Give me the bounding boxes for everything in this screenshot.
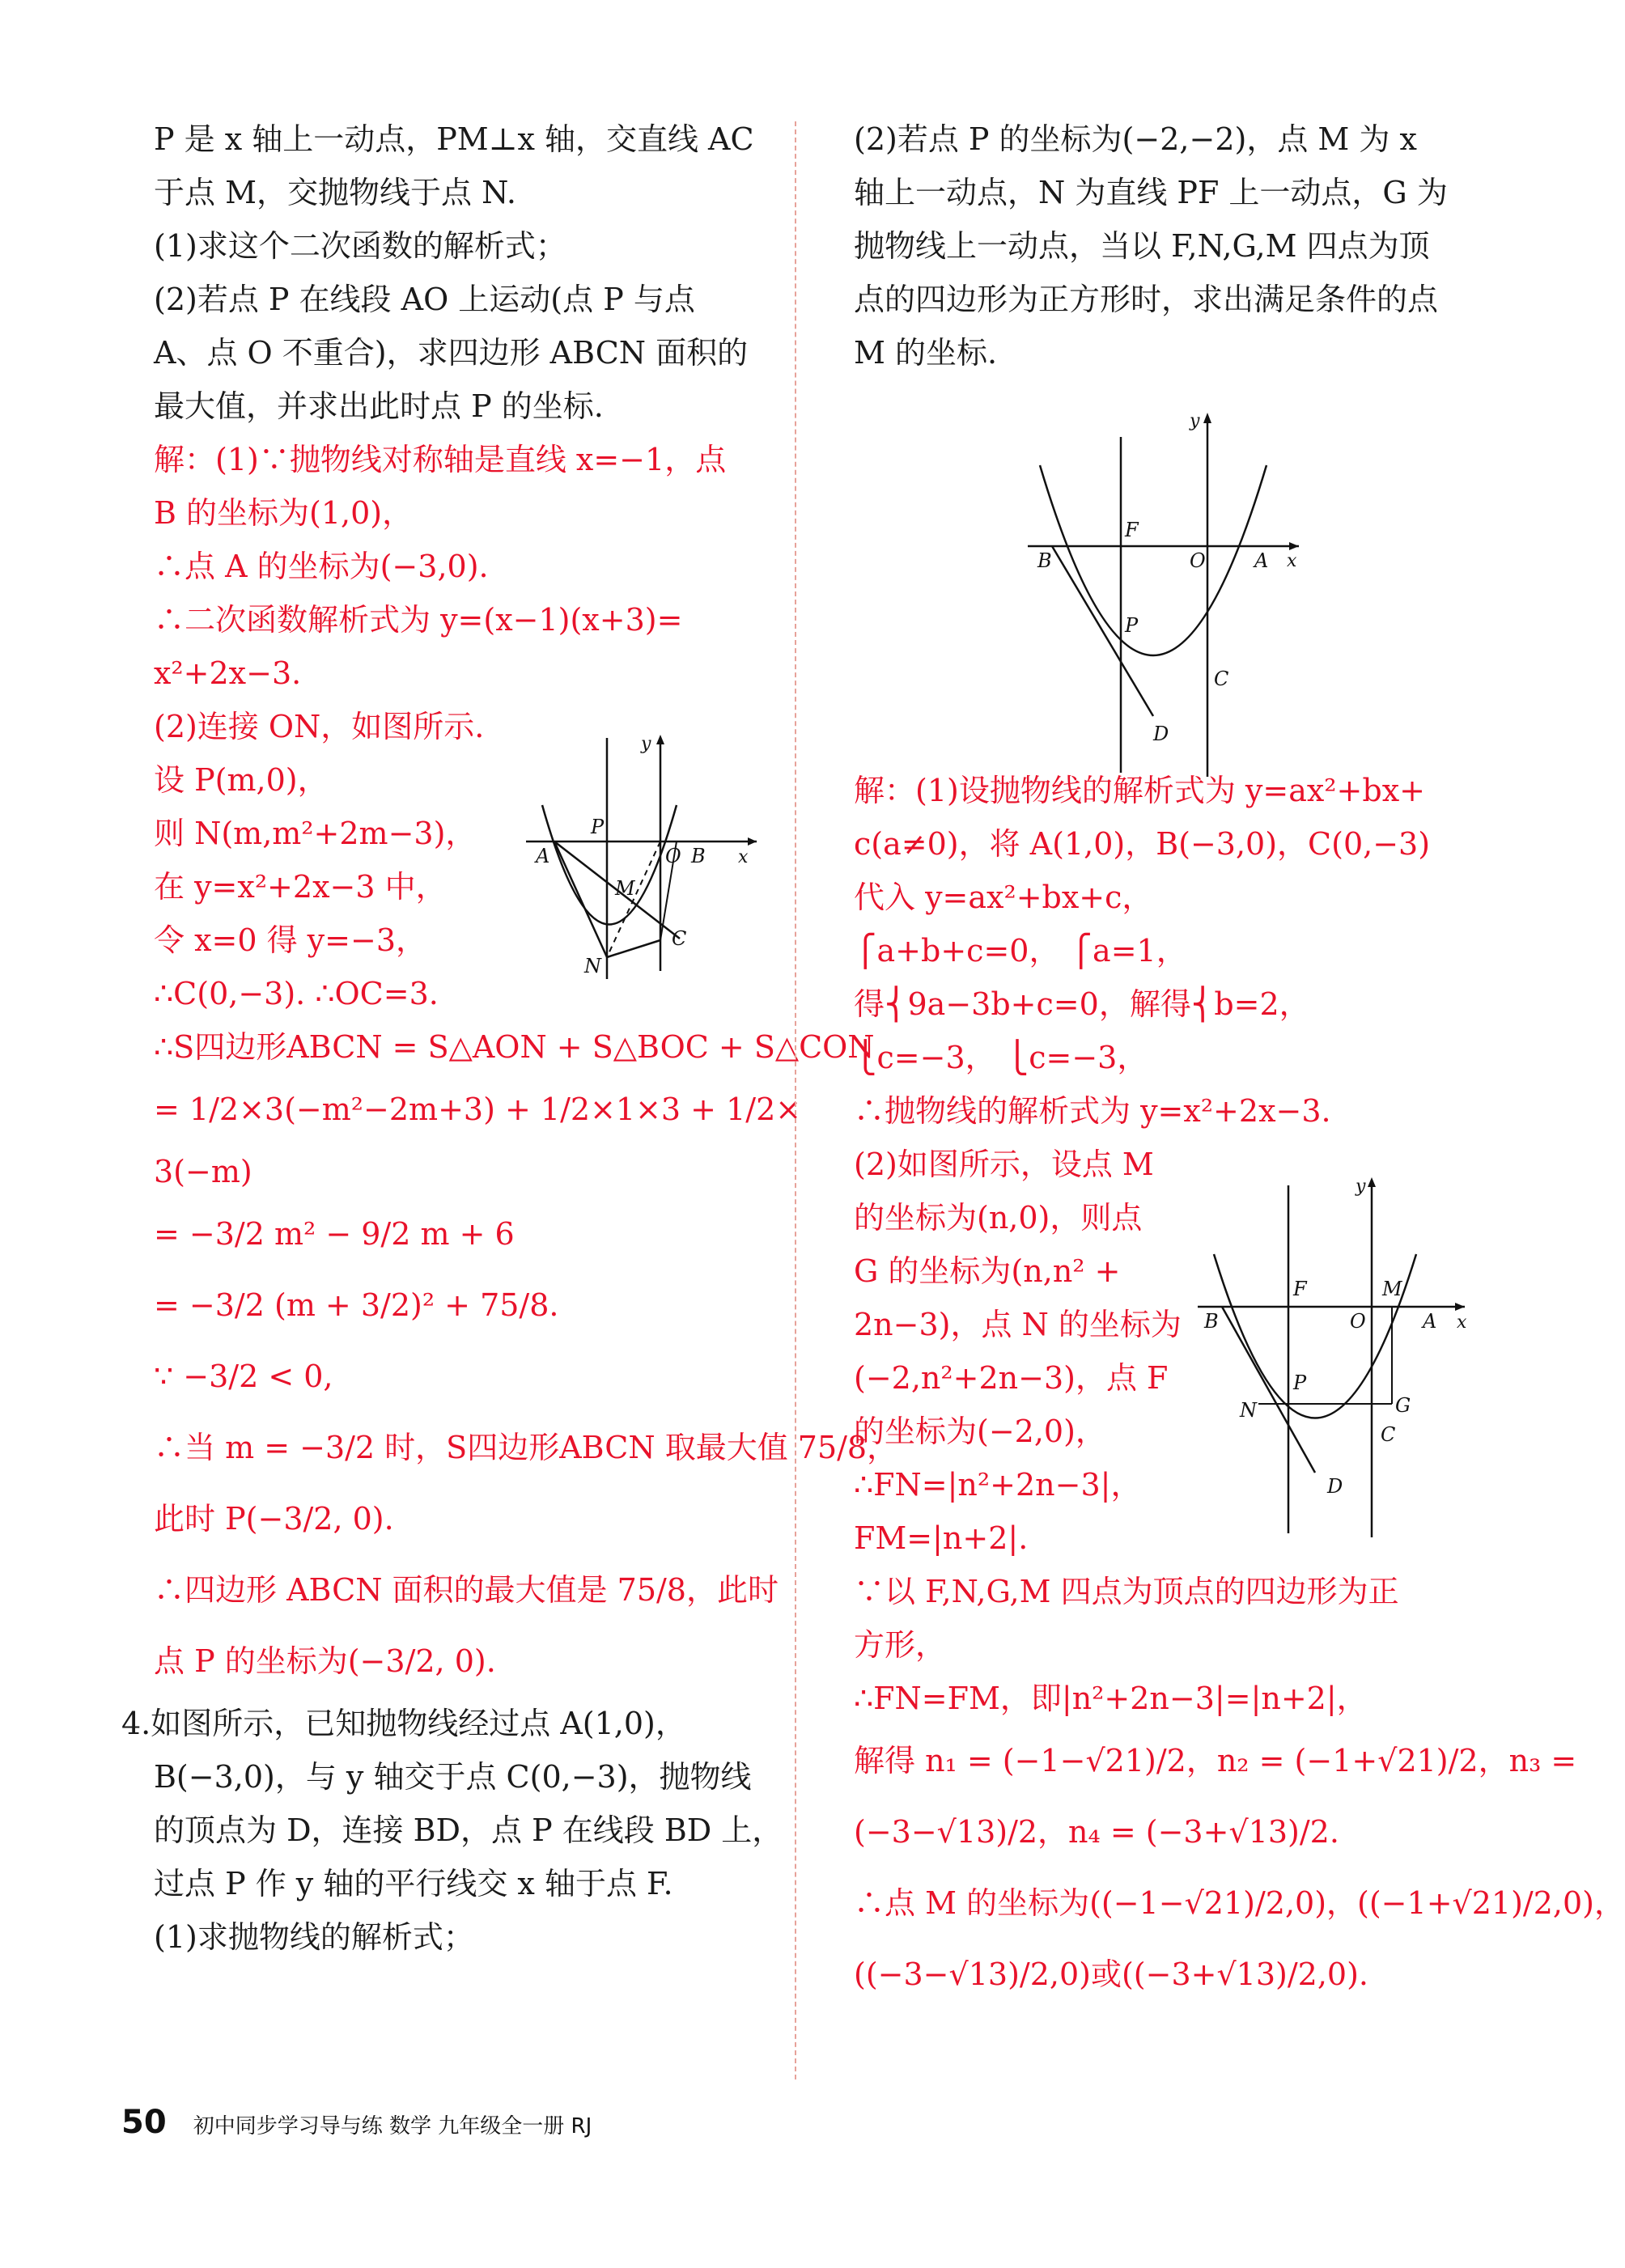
- solution4-line: (2)如图所示，设点 M: [854, 1147, 1154, 1182]
- label-F: F: [1125, 519, 1139, 541]
- column-divider: [795, 121, 796, 2079]
- problem4-line: 的顶点为 D，连接 BD，点 P 在线段 BD 上，: [154, 1812, 783, 1848]
- segment-NC: [607, 940, 660, 957]
- parabola-figure-1: [518, 728, 761, 987]
- solution3-line: 令 x=0 得 y=−3，: [154, 922, 427, 958]
- label-M: M: [1382, 1278, 1402, 1300]
- problem3-line: 最大值，并求出此时点 P 的坐标.: [154, 388, 604, 424]
- solution3-line: x²+2x−3.: [154, 655, 302, 691]
- label-O: O: [1350, 1310, 1366, 1333]
- solution3-line: 设 P(m,0)，: [154, 762, 329, 798]
- solution3-line: = −3/2 m² − 9/2 m + 6: [154, 1216, 515, 1252]
- label-P: P: [1293, 1371, 1307, 1394]
- label-F: F: [1293, 1278, 1307, 1300]
- solution4-line: 方形，: [854, 1627, 947, 1663]
- label-B: B: [1204, 1310, 1219, 1333]
- label-y: y: [641, 734, 651, 754]
- solution3-line: 3(−m): [154, 1154, 252, 1189]
- problem4-line: 点的四边形为正方形时，求出满足条件的点: [854, 282, 1439, 317]
- parabola: [1040, 465, 1269, 655]
- label-B: B: [1037, 549, 1052, 572]
- label-x: x: [1287, 551, 1297, 571]
- label-y: y: [1190, 411, 1200, 431]
- problem4-line: 过点 P 作 y 轴的平行线交 x 轴于点 F.: [154, 1866, 673, 1901]
- label-O: O: [1190, 549, 1206, 572]
- y-axis-arrow: [1203, 413, 1211, 423]
- problem3-line: 于点 M，交抛物线于点 N.: [154, 175, 516, 210]
- label-N: N: [584, 955, 601, 977]
- x-axis-arrow: [748, 837, 757, 846]
- solution3-line: ∴点 A 的坐标为(−3,0).: [154, 549, 489, 584]
- x-axis-arrow: [1455, 1303, 1465, 1311]
- label-P: P: [1125, 614, 1139, 637]
- solution3-line: B 的坐标为(1,0)，: [154, 495, 414, 531]
- problem4-line: M 的坐标.: [854, 335, 998, 371]
- label-C: C: [672, 927, 687, 950]
- parabola-figure-3: [1190, 1169, 1473, 1541]
- problem4-line: 抛物线上一动点，当以 F,N,G,M 四点为顶: [854, 228, 1430, 264]
- label-A: A: [536, 845, 550, 867]
- solution3-line: = 1/2×3(−m²−2m+3) + 1/2×1×3 + 1/2×: [154, 1092, 802, 1127]
- solution4-line: G 的坐标为(n,n² +: [854, 1253, 1121, 1289]
- label-y: y: [1356, 1176, 1366, 1197]
- page-footer: [121, 2104, 592, 2141]
- solution3-line: ∴二次函数解析式为 y=(x−1)(x+3)=: [154, 602, 683, 638]
- solution3-line: 在 y=x²+2x−3 中，: [154, 869, 447, 905]
- problem4-line: B(−3,0)，与 y 轴交于点 C(0,−3)，抛物线: [154, 1759, 752, 1795]
- label-x: x: [738, 847, 749, 867]
- figure-solution4: [1190, 1169, 1473, 1541]
- solution4-line: ∵以 F,N,G,M 四点为顶点的四边形为正: [854, 1574, 1399, 1609]
- solution3-line: 解：(1)∵抛物线对称轴是直线 x=−1，点: [154, 442, 727, 477]
- solution4-line: ⎧a+b+c=0， ⎧a=1，: [854, 933, 1187, 969]
- segment-BD: [1052, 546, 1153, 716]
- solution4-line: 解：(1)设抛物线的解析式为 y=ax²+bx+: [854, 773, 1425, 808]
- solution4-line: 2n−3)，点 N 的坐标为: [854, 1307, 1182, 1342]
- label-P: P: [591, 816, 605, 838]
- segment-AN: [554, 841, 607, 957]
- label-B: B: [691, 845, 706, 867]
- solution4-line: ∴FN=|n²+2n−3|，: [854, 1467, 1142, 1503]
- label-A: A: [1254, 549, 1269, 572]
- solution4-line: 的坐标为(−2,0)，: [854, 1414, 1106, 1449]
- solution4-line: ∴抛物线的解析式为 y=x²+2x−3.: [854, 1093, 1331, 1129]
- solution4-line: (−3−√13)/2，n₄ = (−3+√13)/2.: [854, 1814, 1339, 1850]
- problem3-line: (1)求这个二次函数的解析式；: [154, 228, 566, 264]
- problem4-line: (1)求抛物线的解析式；: [154, 1919, 474, 1955]
- solution4-line: 得⎨9a−3b+c=0，解得⎨b=2，: [854, 986, 1310, 1022]
- parabola: [542, 805, 677, 925]
- parabola-figure-2: [1020, 409, 1311, 781]
- solution3-line: = −3/2 (m + 3/2)² + 75/8.: [154, 1287, 559, 1323]
- solution4-line: 代入 y=ax²+bx+c，: [854, 880, 1153, 915]
- y-axis-arrow: [656, 735, 664, 744]
- problem4-line: 4.如图所示，已知抛物线经过点 A(1,0)，: [121, 1706, 686, 1741]
- label-D: D: [1327, 1475, 1343, 1498]
- solution3-line: 则 N(m,m²+2m−3)，: [154, 816, 477, 851]
- label-D: D: [1153, 723, 1169, 745]
- label-A: A: [1423, 1310, 1437, 1333]
- right-column: [854, 121, 1625, 2019]
- solution4-line: ((−3−√13)/2,0)或((−3+√13)/2,0).: [854, 1956, 1368, 1992]
- problem4-line: 轴上一动点，N 为直线 PF 上一动点，G 为: [854, 175, 1448, 210]
- solution4-line: ⎩c=−3， ⎩c=−3，: [854, 1040, 1148, 1075]
- label-G: G: [1395, 1394, 1411, 1417]
- y-axis-arrow: [1368, 1177, 1376, 1187]
- problem4-line: (2)若点 P 的坐标为(−2,−2)，点 M 为 x: [854, 121, 1417, 157]
- problem3-line: A、点 O 不重合)，求四边形 ABCN 面积的: [154, 335, 749, 371]
- problem3-line: (2)若点 P 在线段 AO 上运动(点 P 与点: [154, 282, 695, 317]
- left-column: [121, 121, 898, 1973]
- figure-problem3: [518, 728, 761, 987]
- solution3-line: 此时 P(−3/2, 0).: [154, 1501, 394, 1537]
- solution3-line: (2)连接 ON，如图所示.: [154, 709, 485, 744]
- solution3-line: 点 P 的坐标为(−3/2, 0).: [154, 1643, 496, 1679]
- solution4-line: (−2,n²+2n−3)，点 F: [854, 1360, 1169, 1396]
- solution4-line: ∴FN=FM，即|n²+2n−3|=|n+2|，: [854, 1681, 1368, 1716]
- label-C: C: [1381, 1423, 1396, 1446]
- solution4-line: c(a≠0)，将 A(1,0)，B(−3,0)，C(0,−3): [854, 826, 1431, 862]
- solution3-line: ∵ −3/2 < 0,: [154, 1359, 333, 1394]
- page-number: 50: [121, 2104, 167, 2141]
- label-C: C: [1214, 668, 1229, 690]
- solution3-line: ∴S四边形ABCN = S△AON + S△BOC + S△CON: [154, 1029, 875, 1065]
- x-axis-arrow: [1289, 542, 1299, 550]
- label-x: x: [1457, 1312, 1467, 1333]
- label-N: N: [1240, 1399, 1257, 1422]
- problem3-line: P 是 x 轴上一动点，PM⊥x 轴，交直线 AC: [154, 121, 754, 157]
- book-title: 初中同步学习导与练 数学 九年级全一册 RJ: [193, 2114, 592, 2139]
- solution3-line: ∴四边形 ABCN 面积的最大值是 75/8，此时: [154, 1572, 779, 1608]
- solution4-line: ∴点 M 的坐标为((−1−√21)/2,0)，((−1+√21)/2,0)，: [854, 1885, 1625, 1921]
- solution4-line: 解得 n₁ = (−1−√21)/2，n₂ = (−1+√21)/2，n₃ =: [854, 1743, 1577, 1778]
- solution4-line: 的坐标为(n,0)，则点: [854, 1200, 1143, 1236]
- label-O: O: [665, 845, 681, 867]
- figure-problem4: [1020, 409, 1311, 781]
- solution3-line: ∴当 m = −3/2 时，S四边形ABCN 取最大值 75/8，: [154, 1430, 898, 1465]
- label-M: M: [615, 877, 635, 900]
- solution3-line: ∴C(0,−3). ∴OC=3.: [154, 976, 439, 1011]
- solution4-line: FM=|n+2|.: [854, 1520, 1029, 1556]
